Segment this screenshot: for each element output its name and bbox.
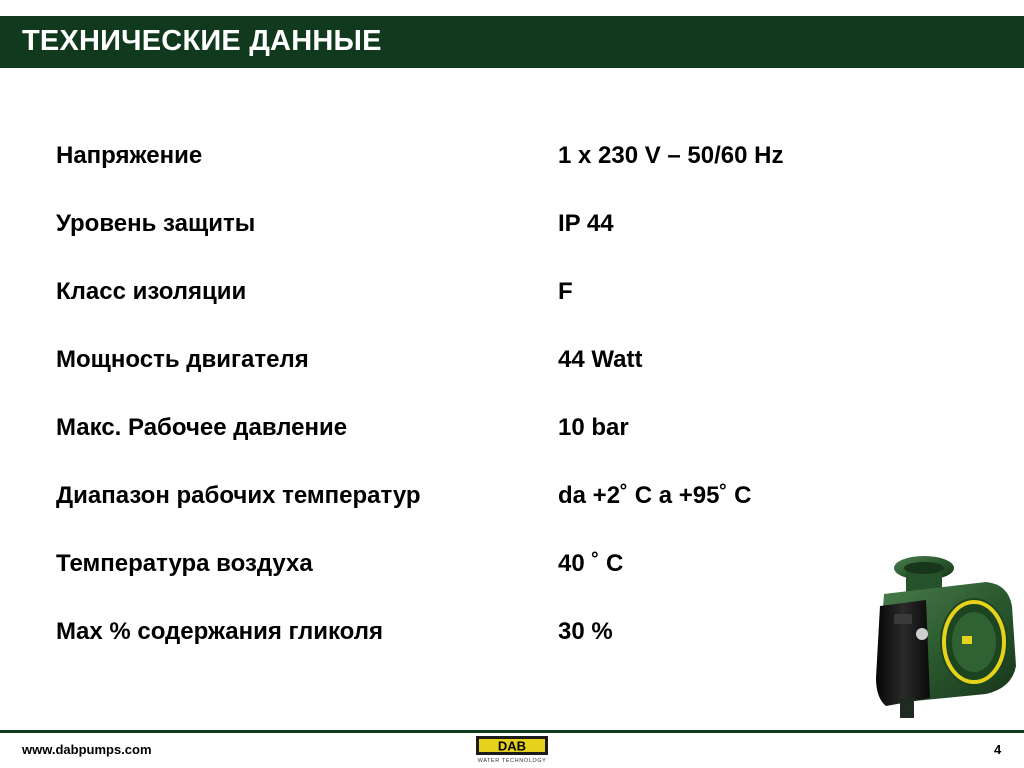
spec-label: Напряжение [56, 142, 203, 169]
spec-value: 44 Watt [558, 346, 643, 373]
slide-title: ТЕХНИЧЕСКИЕ ДАННЫЕ [22, 25, 382, 57]
spec-value: 10 bar [558, 414, 629, 441]
spec-row [56, 612, 876, 680]
title-bar [0, 16, 1024, 68]
spec-row [56, 136, 876, 204]
spec-label: Температура воздуха [56, 550, 313, 577]
spec-row [56, 272, 876, 340]
spec-label: Макс. Рабочее давление [56, 414, 348, 441]
specs-table [56, 136, 876, 680]
spec-value: 30 % [558, 618, 613, 645]
footer-divider [0, 730, 1024, 733]
spec-label: Уровень защиты [56, 210, 256, 237]
spec-value: da +2˚ C a +95˚ C [558, 482, 752, 509]
spec-value: F [558, 278, 573, 305]
logo-tagline: WATER TECHNOLOGY [477, 758, 547, 764]
spec-row [56, 408, 876, 476]
spec-row [56, 544, 876, 612]
spec-value: 1 x 230 V – 50/60 Hz [558, 142, 784, 169]
spec-row [56, 476, 876, 544]
pump-image [866, 548, 1024, 720]
page-number: 4 [994, 742, 1002, 757]
logo-text: DAB [497, 738, 527, 754]
spec-row [56, 340, 876, 408]
spec-value: IP 44 [558, 210, 614, 237]
dab-logo [476, 736, 548, 764]
spec-label: Мощность двигателя [56, 346, 309, 373]
spec-label: Max % содержания гликоля [56, 618, 383, 645]
spec-value: 40 ˚ C [558, 550, 624, 577]
spec-label: Класс изоляции [56, 278, 247, 305]
footer-url[interactable]: www.dabpumps.com [22, 742, 152, 757]
spec-label: Диапазон рабочих температур [56, 482, 421, 509]
spec-row [56, 204, 876, 272]
